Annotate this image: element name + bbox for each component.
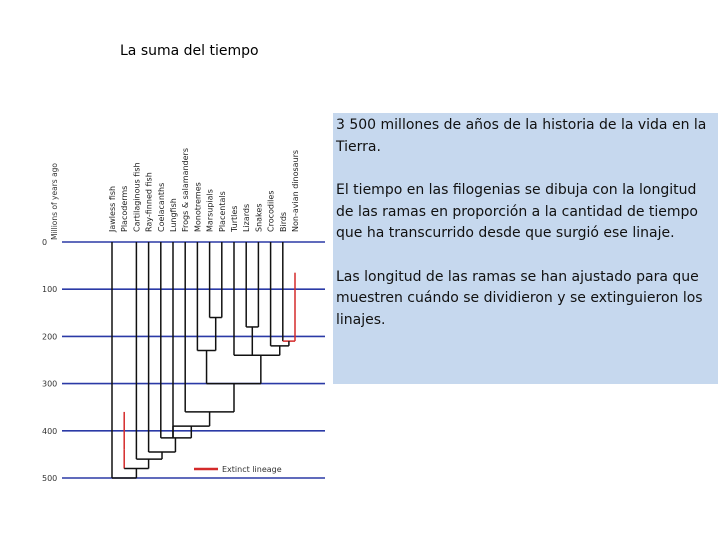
taxon-label: Jawless fish — [108, 185, 117, 232]
tick-label-200: 200 — [42, 332, 58, 342]
taxon-label: Marsupials — [205, 189, 215, 232]
time-axis-gridlines — [62, 242, 325, 478]
taxon-label: Birds — [278, 211, 288, 232]
taxon-label: Turtles — [230, 205, 239, 232]
tick-label-300: 300 — [42, 379, 58, 389]
tree-branches — [112, 242, 295, 478]
tick-label-100: 100 — [42, 285, 58, 295]
taxon-label: Non-avian dinosaurs — [291, 149, 300, 232]
legend-label: Extinct lineage — [222, 465, 282, 474]
time-axis-tick-labels — [42, 238, 57, 483]
taxon-label: Monotremes — [193, 182, 203, 232]
taxon-label: Placoderms — [120, 185, 130, 232]
tick-label-400: 400 — [42, 426, 58, 436]
phylogeny-diagram — [0, 0, 330, 540]
axis-title: Millions of years ago — [50, 162, 59, 240]
slide-title: La suma del tiempo — [120, 43, 259, 59]
taxon-label: Ray-finned fish — [144, 172, 154, 232]
taxon-label: Frogs & salamanders — [181, 147, 191, 232]
text-box — [333, 113, 718, 384]
taxon-labels — [108, 148, 300, 233]
paragraph-1: 3 500 millones de años de la historia de la vida en la Tierra. — [336, 117, 707, 155]
taxon-label: Cartilaginous fish — [132, 162, 142, 232]
taxon-label: Lizards — [242, 203, 252, 232]
taxon-label: Lungfish — [169, 198, 178, 232]
paragraph-2: El tiempo en las filogenias se dibuja con la longitud de las ramas en proporción a la cantidad de tiempo que ha transcurrido desde que surgió ese linaje. — [336, 182, 698, 241]
tick-label-0: 0 — [42, 238, 48, 247]
paragraph-3: Las longitud de las ramas se han ajustado para que muestren cuándo se dividieron y se extinguieron los linajes. — [336, 268, 703, 328]
taxon-label: Crocodiles — [266, 190, 276, 232]
taxon-label: Placentals — [217, 191, 227, 232]
taxon-label: Coelacanths — [156, 182, 166, 232]
taxon-label: Snakes — [254, 203, 264, 232]
tick-label-500: 500 — [42, 474, 58, 483]
